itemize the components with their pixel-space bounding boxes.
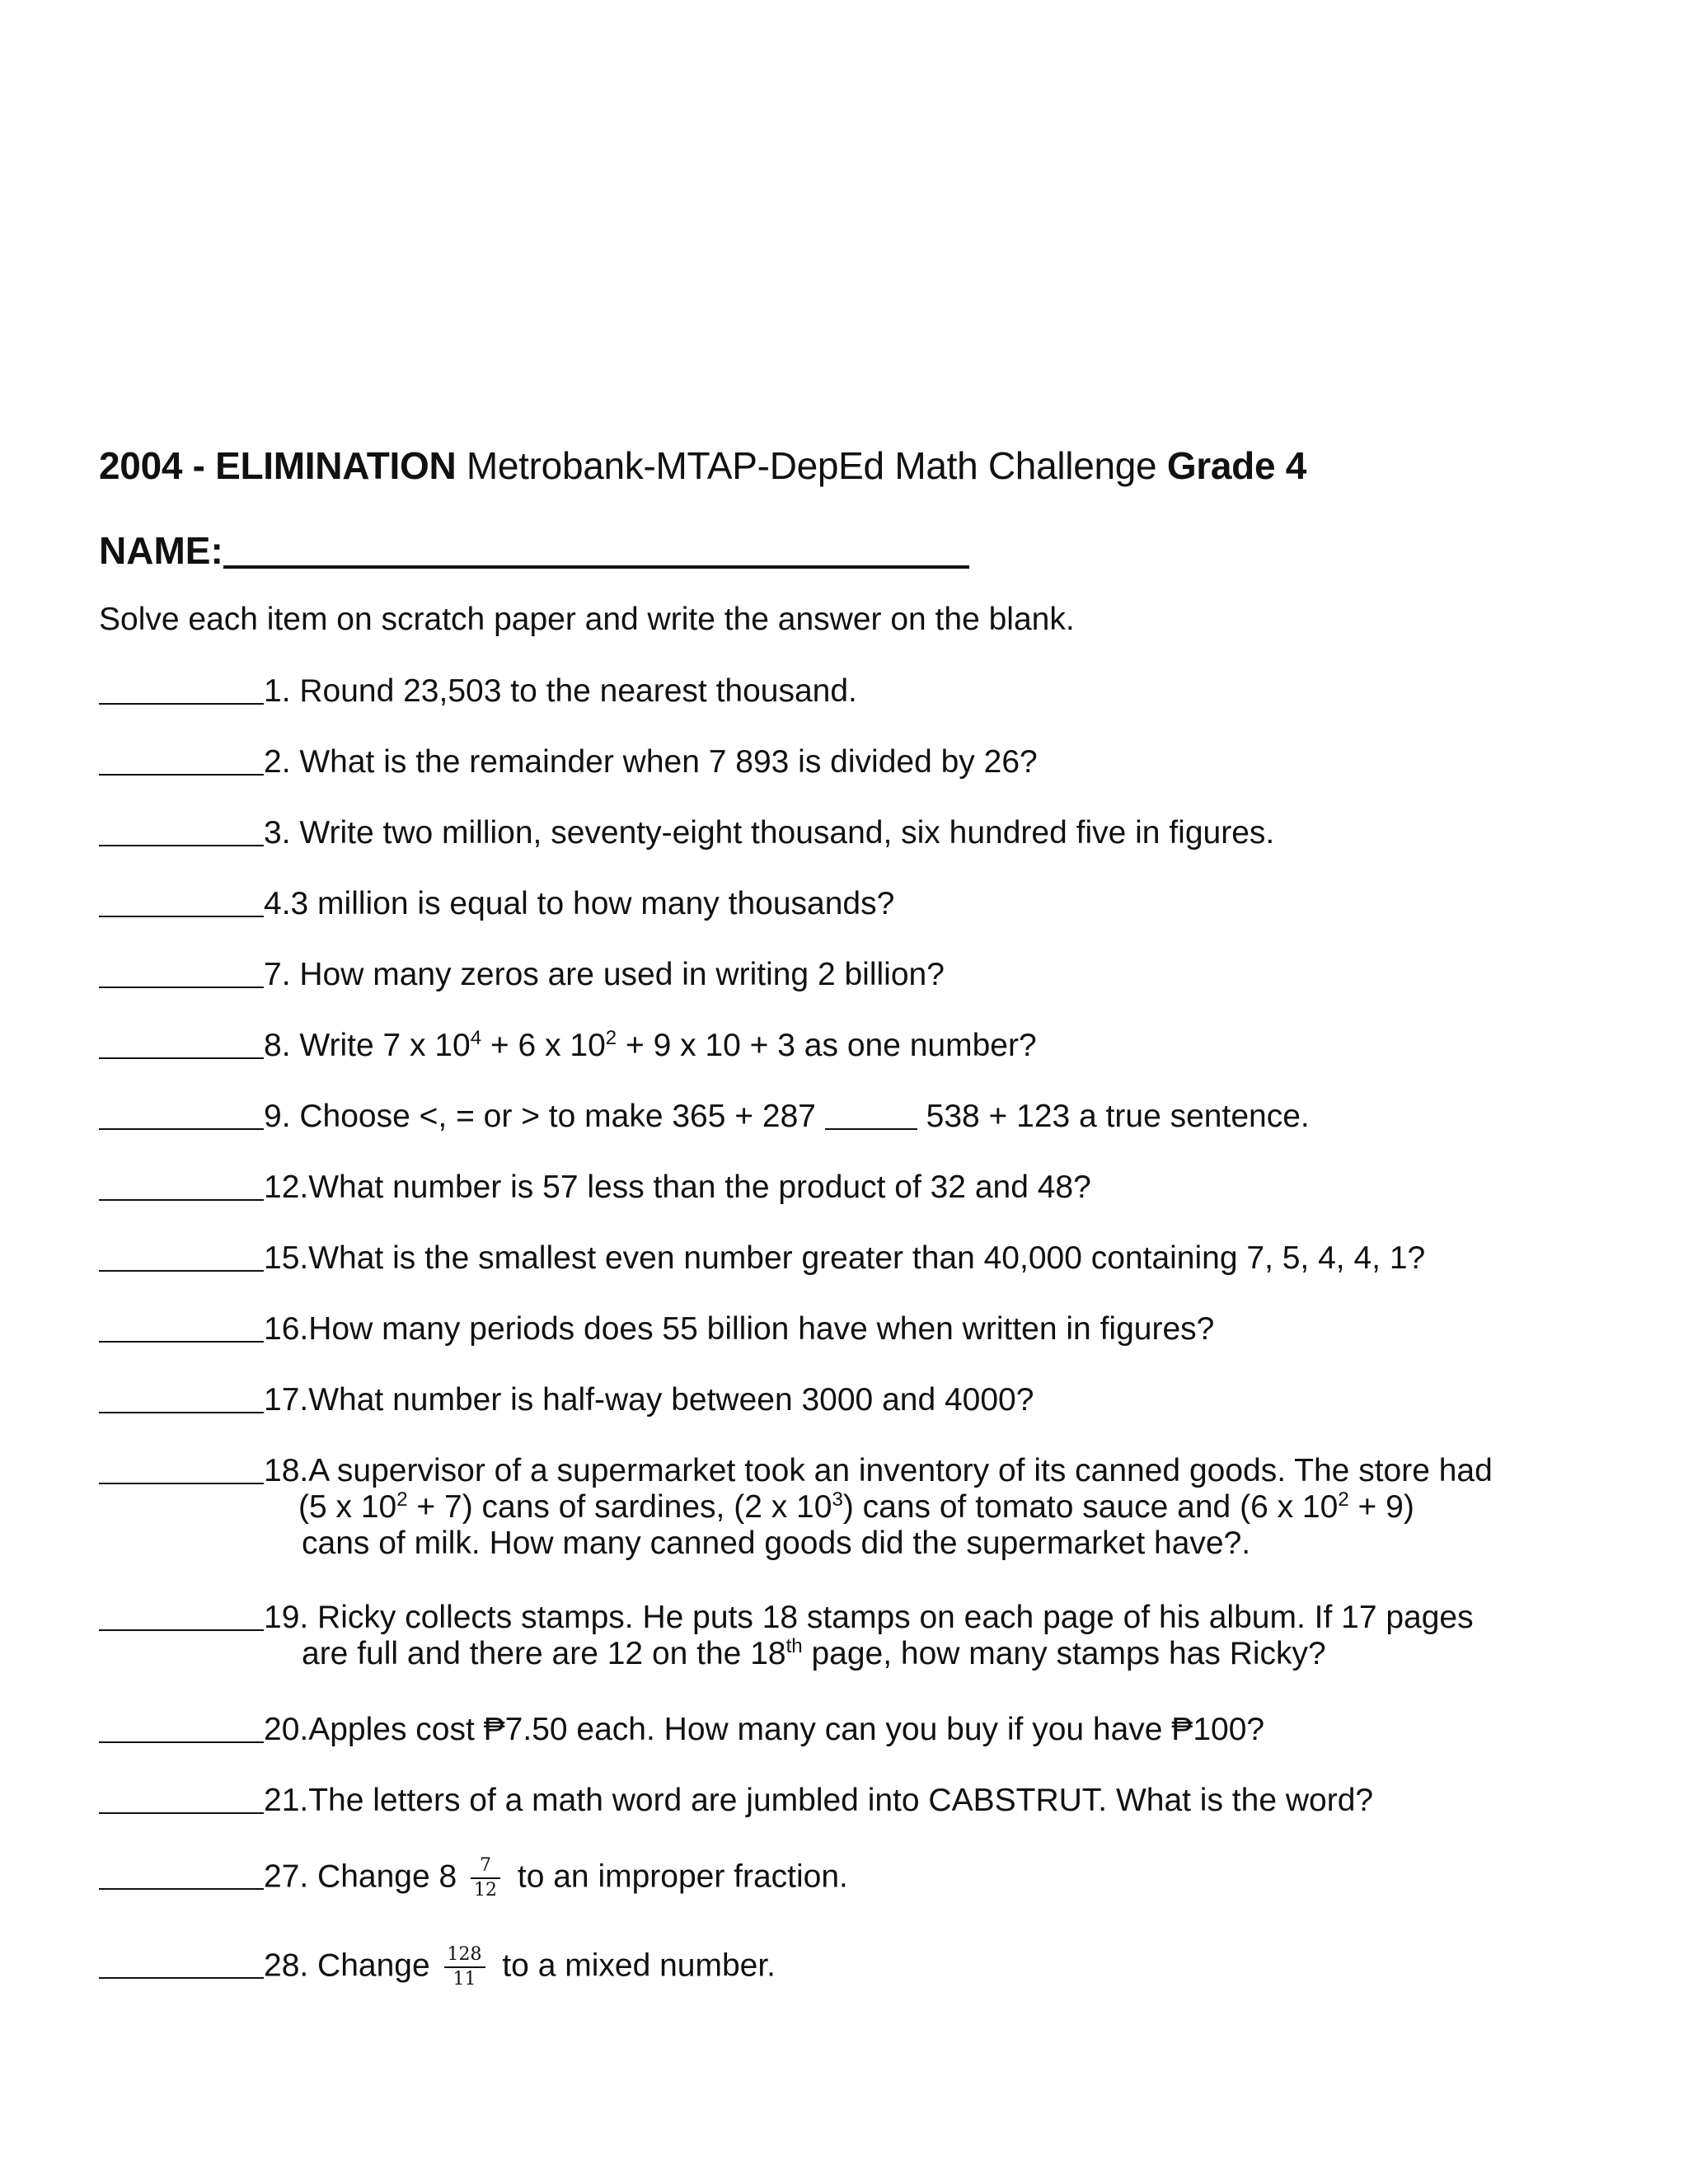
name-row <box>99 524 969 573</box>
answer-blank[interactable] <box>99 1712 264 1743</box>
ordinal-suffix: th <box>785 1635 803 1657</box>
question-8 <box>99 1027 1037 1065</box>
question-1 <box>99 673 857 710</box>
question-18-line-2 <box>298 1488 1414 1526</box>
answer-blank[interactable] <box>99 744 264 776</box>
question-19 <box>99 1599 1474 1637</box>
answer-blank[interactable] <box>99 1169 264 1201</box>
question-text-part: to a mixed number. <box>493 1947 776 1984</box>
question-text-part: + 7) cans of sardines, (2 x 10 <box>407 1489 832 1525</box>
question-20 <box>99 1711 1264 1749</box>
question-text: 3. Write two million, seventy-eight thousand, six hundred five in figures. <box>264 815 1275 851</box>
name-label: NAME: <box>99 529 223 572</box>
answer-blank[interactable] <box>99 1858 264 1890</box>
question-text: 16.How many periods does 55 billion have when written in figures? <box>264 1311 1215 1347</box>
question-19-line-2 <box>302 1635 1326 1673</box>
question-text: 21.The letters of a math word are jumbled into CABSTRUT. What is the word? <box>264 1783 1374 1818</box>
exponent: 2 <box>396 1488 408 1511</box>
question-text-part: 28. Change <box>264 1947 439 1984</box>
title-grade: Grade 4 <box>1166 444 1307 487</box>
question-text-part: 538 + 123 a true sentence. <box>917 1099 1310 1134</box>
answer-blank[interactable] <box>99 673 264 705</box>
question-text: 15.What is the smallest even number greater than 40,000 containing 7, 5, 4, 4, 1? <box>264 1240 1426 1276</box>
question-text: 1. Round 23,503 to the nearest thousand. <box>264 673 857 709</box>
answer-blank[interactable] <box>99 1600 264 1631</box>
answer-blank[interactable] <box>99 1240 264 1272</box>
question-text-part: are full and there are 12 on the 18 <box>302 1636 786 1671</box>
question-text-line-1: 19. Ricky collects stamps. He puts 18 stamps on each page of his album. If 17 pages <box>264 1600 1474 1635</box>
fraction-numerator: 128 <box>444 1943 485 1968</box>
answer-blank[interactable] <box>99 1783 264 1814</box>
question-text-part: + 9) <box>1348 1489 1414 1525</box>
question-text: 7. How many zeros are used in writing 2 billion? <box>264 957 945 992</box>
fraction <box>444 1943 485 1991</box>
answer-blank[interactable] <box>99 1028 264 1059</box>
exponent: 3 <box>832 1488 843 1511</box>
question-7 <box>99 956 945 994</box>
question-text-part: 8. Write 7 x 10 <box>264 1028 471 1063</box>
answer-blank[interactable] <box>99 1311 264 1343</box>
question-27 <box>99 1854 848 1902</box>
question-16 <box>99 1310 1214 1348</box>
exponent: 2 <box>1338 1488 1349 1511</box>
answer-blank[interactable] <box>99 1382 264 1413</box>
answer-blank[interactable] <box>99 815 264 846</box>
question-9 <box>99 1098 1310 1136</box>
question-21 <box>99 1782 1373 1820</box>
answer-blank[interactable] <box>99 1099 264 1130</box>
answer-blank[interactable] <box>99 1453 264 1484</box>
answer-blank[interactable] <box>99 957 264 988</box>
question-text-part: + 9 x 10 + 3 as one number? <box>617 1028 1037 1063</box>
question-text: 2. What is the remainder when 7 893 is divided by 26? <box>264 744 1038 780</box>
question-15 <box>99 1240 1425 1277</box>
question-text-part: page, how many stamps has Ricky? <box>802 1636 1326 1671</box>
question-17 <box>99 1381 1034 1419</box>
exponent: 2 <box>605 1027 617 1049</box>
fraction-denominator: 12 <box>474 1880 498 1900</box>
question-18-line-3: cans of milk. How many canned goods did the supermarket have?. <box>302 1526 1251 1561</box>
question-text-part: 27. Change 8 <box>264 1858 467 1895</box>
title-contest: Metrobank-MTAP-DepEd Math Challenge <box>466 444 1157 487</box>
question-text-part: ) cans of tomato sauce and (6 x 10 <box>842 1489 1339 1525</box>
fraction-numerator: 7 <box>471 1854 500 1879</box>
question-18 <box>99 1452 1493 1490</box>
fraction-denominator: 11 <box>452 1969 476 1990</box>
question-text: 20.Apples cost ₱7.50 each. How many can you buy if you have ₱100? <box>264 1712 1265 1747</box>
question-text: 17.What number is half-way between 3000 and 4000? <box>264 1382 1034 1418</box>
question-text-part: + 6 x 10 <box>481 1028 606 1063</box>
question-28 <box>99 1943 776 1991</box>
question-4 <box>99 885 894 923</box>
question-text: 12.What number is 57 less than the product of 32 and 48? <box>264 1169 1091 1205</box>
title-year-label: 2004 - ELIMINATION <box>99 444 457 487</box>
question-2 <box>99 743 1038 781</box>
question-text-line-1: 18.A supervisor of a supermarket took an inventory of its canned goods. The store had <box>264 1453 1493 1488</box>
question-12 <box>99 1169 1091 1207</box>
page-title <box>99 443 1306 488</box>
answer-blank[interactable] <box>99 886 264 917</box>
question-text-part: 9. Choose <, = or > to make 365 + 287 <box>264 1099 825 1134</box>
question-text-part: to an improper fraction. <box>509 1858 848 1895</box>
name-blank[interactable] <box>223 524 969 569</box>
instructions: Solve each item on scratch paper and write the answer on the blank. <box>99 602 1075 637</box>
question-text-part: (5 x 10 <box>298 1489 397 1525</box>
question-3 <box>99 814 1274 852</box>
question-text: 4.3 million is equal to how many thousands? <box>264 886 895 921</box>
comparison-blank[interactable] <box>825 1100 917 1130</box>
fraction <box>471 1854 500 1902</box>
answer-blank[interactable] <box>99 1947 264 1979</box>
exponent: 4 <box>470 1027 482 1049</box>
